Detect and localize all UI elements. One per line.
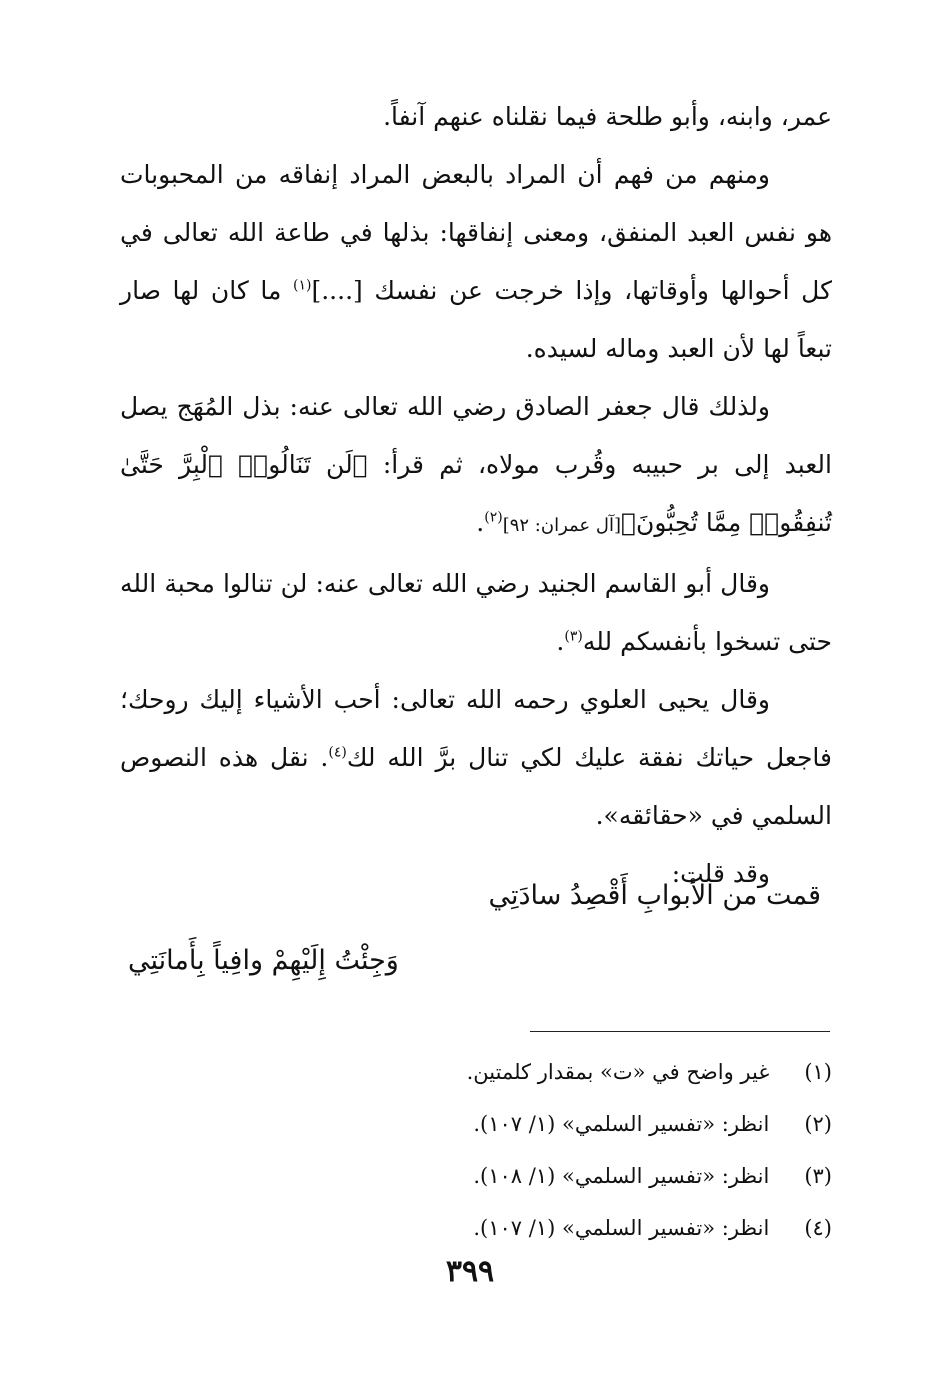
footnote-4 xyxy=(300,1202,832,1254)
paragraph-5-tail: . نقل هذه النصوص السلمي في «حقائقه». xyxy=(120,743,832,830)
footnote-number: (٢) xyxy=(804,1112,832,1136)
page-number: ٣٩٩ xyxy=(445,1254,495,1289)
poem-line-1: قمت من الأبوابِ أَقْصِدُ سادَتِي xyxy=(488,880,821,911)
footnote-text: انظر: «تفسير السلمي» (١/ ١٠٨). xyxy=(473,1164,770,1188)
paragraph-1 xyxy=(120,88,832,146)
paragraph-5-text: وقال يحيى العلوي رحمه الله تعالى: أحب الأشياء إليك روحك؛ فاجعل حياتك نفقة عليك لكي تنال برَّ الله لك xyxy=(120,685,833,772)
paragraph-4-end: . xyxy=(556,627,565,656)
paragraph-3 xyxy=(120,378,832,555)
footnote-text: انظر: «تفسير السلمي» (١/ ١٠٧). xyxy=(473,1112,770,1136)
footnote-ref-1: (١) xyxy=(293,277,312,294)
footnote-ref-2: (٢) xyxy=(484,509,503,526)
paragraph-3-text: ولذلك قال جعفر الصادق رضي الله تعالى عنه: بذل المُهَج يصل العبد إلى بر حبيبه وقُرب مولاه، ثم قرأ: xyxy=(120,392,832,479)
paragraph-4 xyxy=(120,555,832,671)
paragraph-2-text: ومنهم من فهم أن المراد بالبعض المراد إنفاقه من المحبوبات هو نفس العبد المنفق، ومعنى إنفاقها: بذلها في طاعة الله تعالى في كل أحوالها وأوقاتها، وإذا خرجت عن نفسك [....] xyxy=(120,160,833,305)
paragraph-4-text: وقال أبو القاسم الجنيد رضي الله تعالى عنه: لن تنالوا محبة الله حتى تسخوا بأنفسكم لله xyxy=(120,569,832,656)
paragraph-2 xyxy=(120,146,832,378)
paragraph-6-text: وقد قلت: xyxy=(671,859,770,888)
footnote-divider xyxy=(530,1031,830,1032)
paragraph-5 xyxy=(120,671,832,845)
footnote-number: (٤) xyxy=(804,1216,832,1240)
footnote-1 xyxy=(300,1046,832,1098)
poem-line-2: وَجِئْتُ إِلَيْهِمْ وافِياً بِأَمانَتِي xyxy=(128,945,399,976)
footnote-number: (٣) xyxy=(804,1164,832,1188)
footnote-ref-4: (٤) xyxy=(328,744,347,761)
quran-verse: ﴿لَن تَنَالُوا۟ ٱلْبِرَّ حَتَّىٰ تُنفِقُوا۟ مِمَّا تُحِبُّونَ﴾ xyxy=(120,450,832,537)
footnote-text: انظر: «تفسير السلمي» (١/ ١٠٧). xyxy=(473,1216,770,1240)
footnote-text: غير واضح في «ت» بمقدار كلمتين. xyxy=(466,1060,770,1084)
paragraph-3-end: . xyxy=(476,508,485,537)
verse-citation: [آل عمران: ٩٢] xyxy=(502,515,621,536)
footnote-2 xyxy=(300,1098,832,1150)
paragraph-1-text: عمر، وابنه، وأبو طلحة فيما نقلناه عنهم آنفاً. xyxy=(383,102,832,131)
footnotes xyxy=(300,1046,832,1254)
footnote-3 xyxy=(300,1150,832,1202)
footnote-ref-3: (٣) xyxy=(564,628,583,645)
main-text xyxy=(120,88,832,903)
paragraph-2-tail: ما كان لها صار تبعاً لها لأن العبد وماله لسيده. xyxy=(120,276,832,363)
footnote-number: (١) xyxy=(804,1060,832,1084)
